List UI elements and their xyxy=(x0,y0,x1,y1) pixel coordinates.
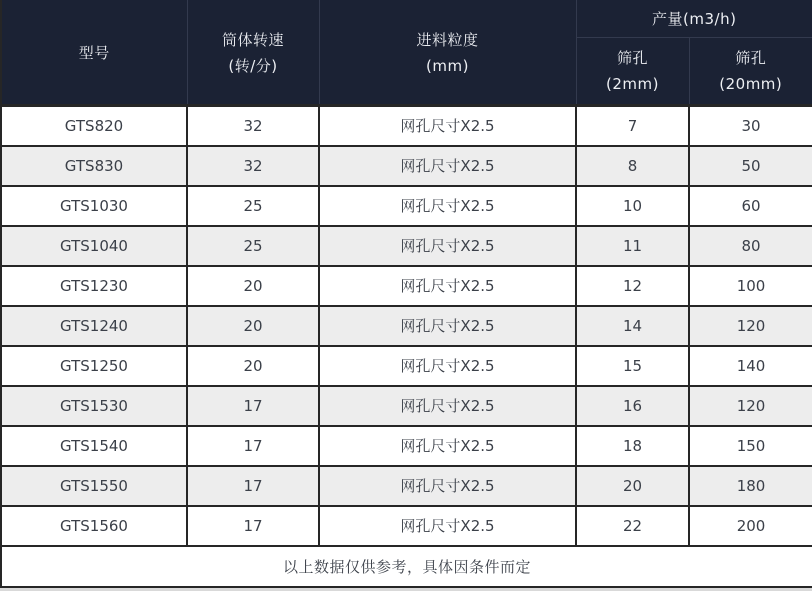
table-row xyxy=(1,306,812,346)
header-model xyxy=(1,1,187,106)
footer-row xyxy=(1,546,812,587)
cell-model: GTS1230 xyxy=(1,266,187,306)
cell-capacity-2mm: 22 xyxy=(576,506,689,546)
cell-feed-size: 网孔尺寸X2.5 xyxy=(319,306,576,346)
header-drum-speed xyxy=(187,1,319,106)
header-feed-size-line2: (mm) xyxy=(426,56,469,75)
header-drum-speed-line1: 筒体转速 xyxy=(221,30,284,49)
header-feed-size-line1: 进料粒度 xyxy=(416,30,479,49)
table-row xyxy=(1,226,812,266)
cell-model: GTS1240 xyxy=(1,306,187,346)
cell-capacity-2mm: 18 xyxy=(576,426,689,466)
cell-capacity-20mm: 100 xyxy=(689,266,812,306)
cell-model: GTS1250 xyxy=(1,346,187,386)
cell-feed-size: 网孔尺寸X2.5 xyxy=(319,106,576,146)
cell-capacity-2mm: 10 xyxy=(576,186,689,226)
table-footer xyxy=(1,546,812,587)
table-row xyxy=(1,106,812,146)
header-mesh-2mm-line2: (2mm) xyxy=(606,75,659,93)
cell-drum-speed: 17 xyxy=(187,386,319,426)
header-row-top xyxy=(1,1,812,38)
cell-model: GTS1040 xyxy=(1,226,187,266)
cell-model: GTS1530 xyxy=(1,386,187,426)
cell-capacity-20mm: 30 xyxy=(689,106,812,146)
cell-model: GTS1550 xyxy=(1,466,187,506)
cell-drum-speed: 32 xyxy=(187,146,319,186)
cell-drum-speed: 17 xyxy=(187,506,319,546)
cell-capacity-2mm: 11 xyxy=(576,226,689,266)
cell-feed-size: 网孔尺寸X2.5 xyxy=(319,266,576,306)
table-row xyxy=(1,346,812,386)
cell-drum-speed: 17 xyxy=(187,426,319,466)
cell-feed-size: 网孔尺寸X2.5 xyxy=(319,506,576,546)
cell-feed-size: 网孔尺寸X2.5 xyxy=(319,146,576,186)
cell-capacity-2mm: 16 xyxy=(576,386,689,426)
cell-capacity-20mm: 80 xyxy=(689,226,812,266)
cell-model: GTS1560 xyxy=(1,506,187,546)
header-model-label: 型号 xyxy=(78,43,110,62)
cell-capacity-20mm: 50 xyxy=(689,146,812,186)
header-drum-speed-line2: (转/分) xyxy=(228,56,278,75)
cell-capacity-2mm: 20 xyxy=(576,466,689,506)
cell-drum-speed: 25 xyxy=(187,226,319,266)
cell-model: GTS830 xyxy=(1,146,187,186)
cell-capacity-2mm: 12 xyxy=(576,266,689,306)
cell-feed-size: 网孔尺寸X2.5 xyxy=(319,466,576,506)
cell-capacity-20mm: 180 xyxy=(689,466,812,506)
cell-capacity-20mm: 120 xyxy=(689,306,812,346)
table-row xyxy=(1,266,812,306)
cell-drum-speed: 20 xyxy=(187,266,319,306)
cell-drum-speed: 25 xyxy=(187,186,319,226)
header-mesh-2mm-line1: 筛孔 xyxy=(616,49,648,67)
footer-note: 以上数据仅供参考，具体因条件而定 xyxy=(1,546,812,587)
table-row xyxy=(1,506,812,546)
table-row xyxy=(1,146,812,186)
cell-feed-size: 网孔尺寸X2.5 xyxy=(319,386,576,426)
cell-drum-speed: 17 xyxy=(187,466,319,506)
cell-drum-speed: 20 xyxy=(187,306,319,346)
table-row xyxy=(1,186,812,226)
table-row xyxy=(1,386,812,426)
header-feed-size xyxy=(319,1,576,106)
cell-feed-size: 网孔尺寸X2.5 xyxy=(319,186,576,226)
table-row xyxy=(1,466,812,506)
table-body xyxy=(1,106,812,546)
cell-capacity-20mm: 60 xyxy=(689,186,812,226)
cell-capacity-2mm: 15 xyxy=(576,346,689,386)
cell-capacity-20mm: 140 xyxy=(689,346,812,386)
cell-capacity-2mm: 7 xyxy=(576,106,689,146)
header-mesh-20mm xyxy=(689,38,812,106)
header-capacity-group xyxy=(576,1,812,38)
table-row xyxy=(1,426,812,466)
header-mesh-20mm-line2: (20mm) xyxy=(719,75,783,93)
cell-drum-speed: 20 xyxy=(187,346,319,386)
cell-model: GTS1030 xyxy=(1,186,187,226)
cell-capacity-20mm: 200 xyxy=(689,506,812,546)
header-capacity-label: 产量(m3/h) xyxy=(652,10,737,28)
cell-capacity-2mm: 14 xyxy=(576,306,689,346)
cell-model: GTS820 xyxy=(1,106,187,146)
cell-feed-size: 网孔尺寸X2.5 xyxy=(319,426,576,466)
cell-feed-size: 网孔尺寸X2.5 xyxy=(319,226,576,266)
cell-capacity-20mm: 120 xyxy=(689,386,812,426)
cell-capacity-20mm: 150 xyxy=(689,426,812,466)
table-header xyxy=(1,1,812,106)
header-mesh-2mm xyxy=(576,38,689,106)
cell-model: GTS1540 xyxy=(1,426,187,466)
header-mesh-20mm-line1: 筛孔 xyxy=(735,49,767,67)
cell-capacity-2mm: 8 xyxy=(576,146,689,186)
cell-drum-speed: 32 xyxy=(187,106,319,146)
cell-feed-size: 网孔尺寸X2.5 xyxy=(319,346,576,386)
